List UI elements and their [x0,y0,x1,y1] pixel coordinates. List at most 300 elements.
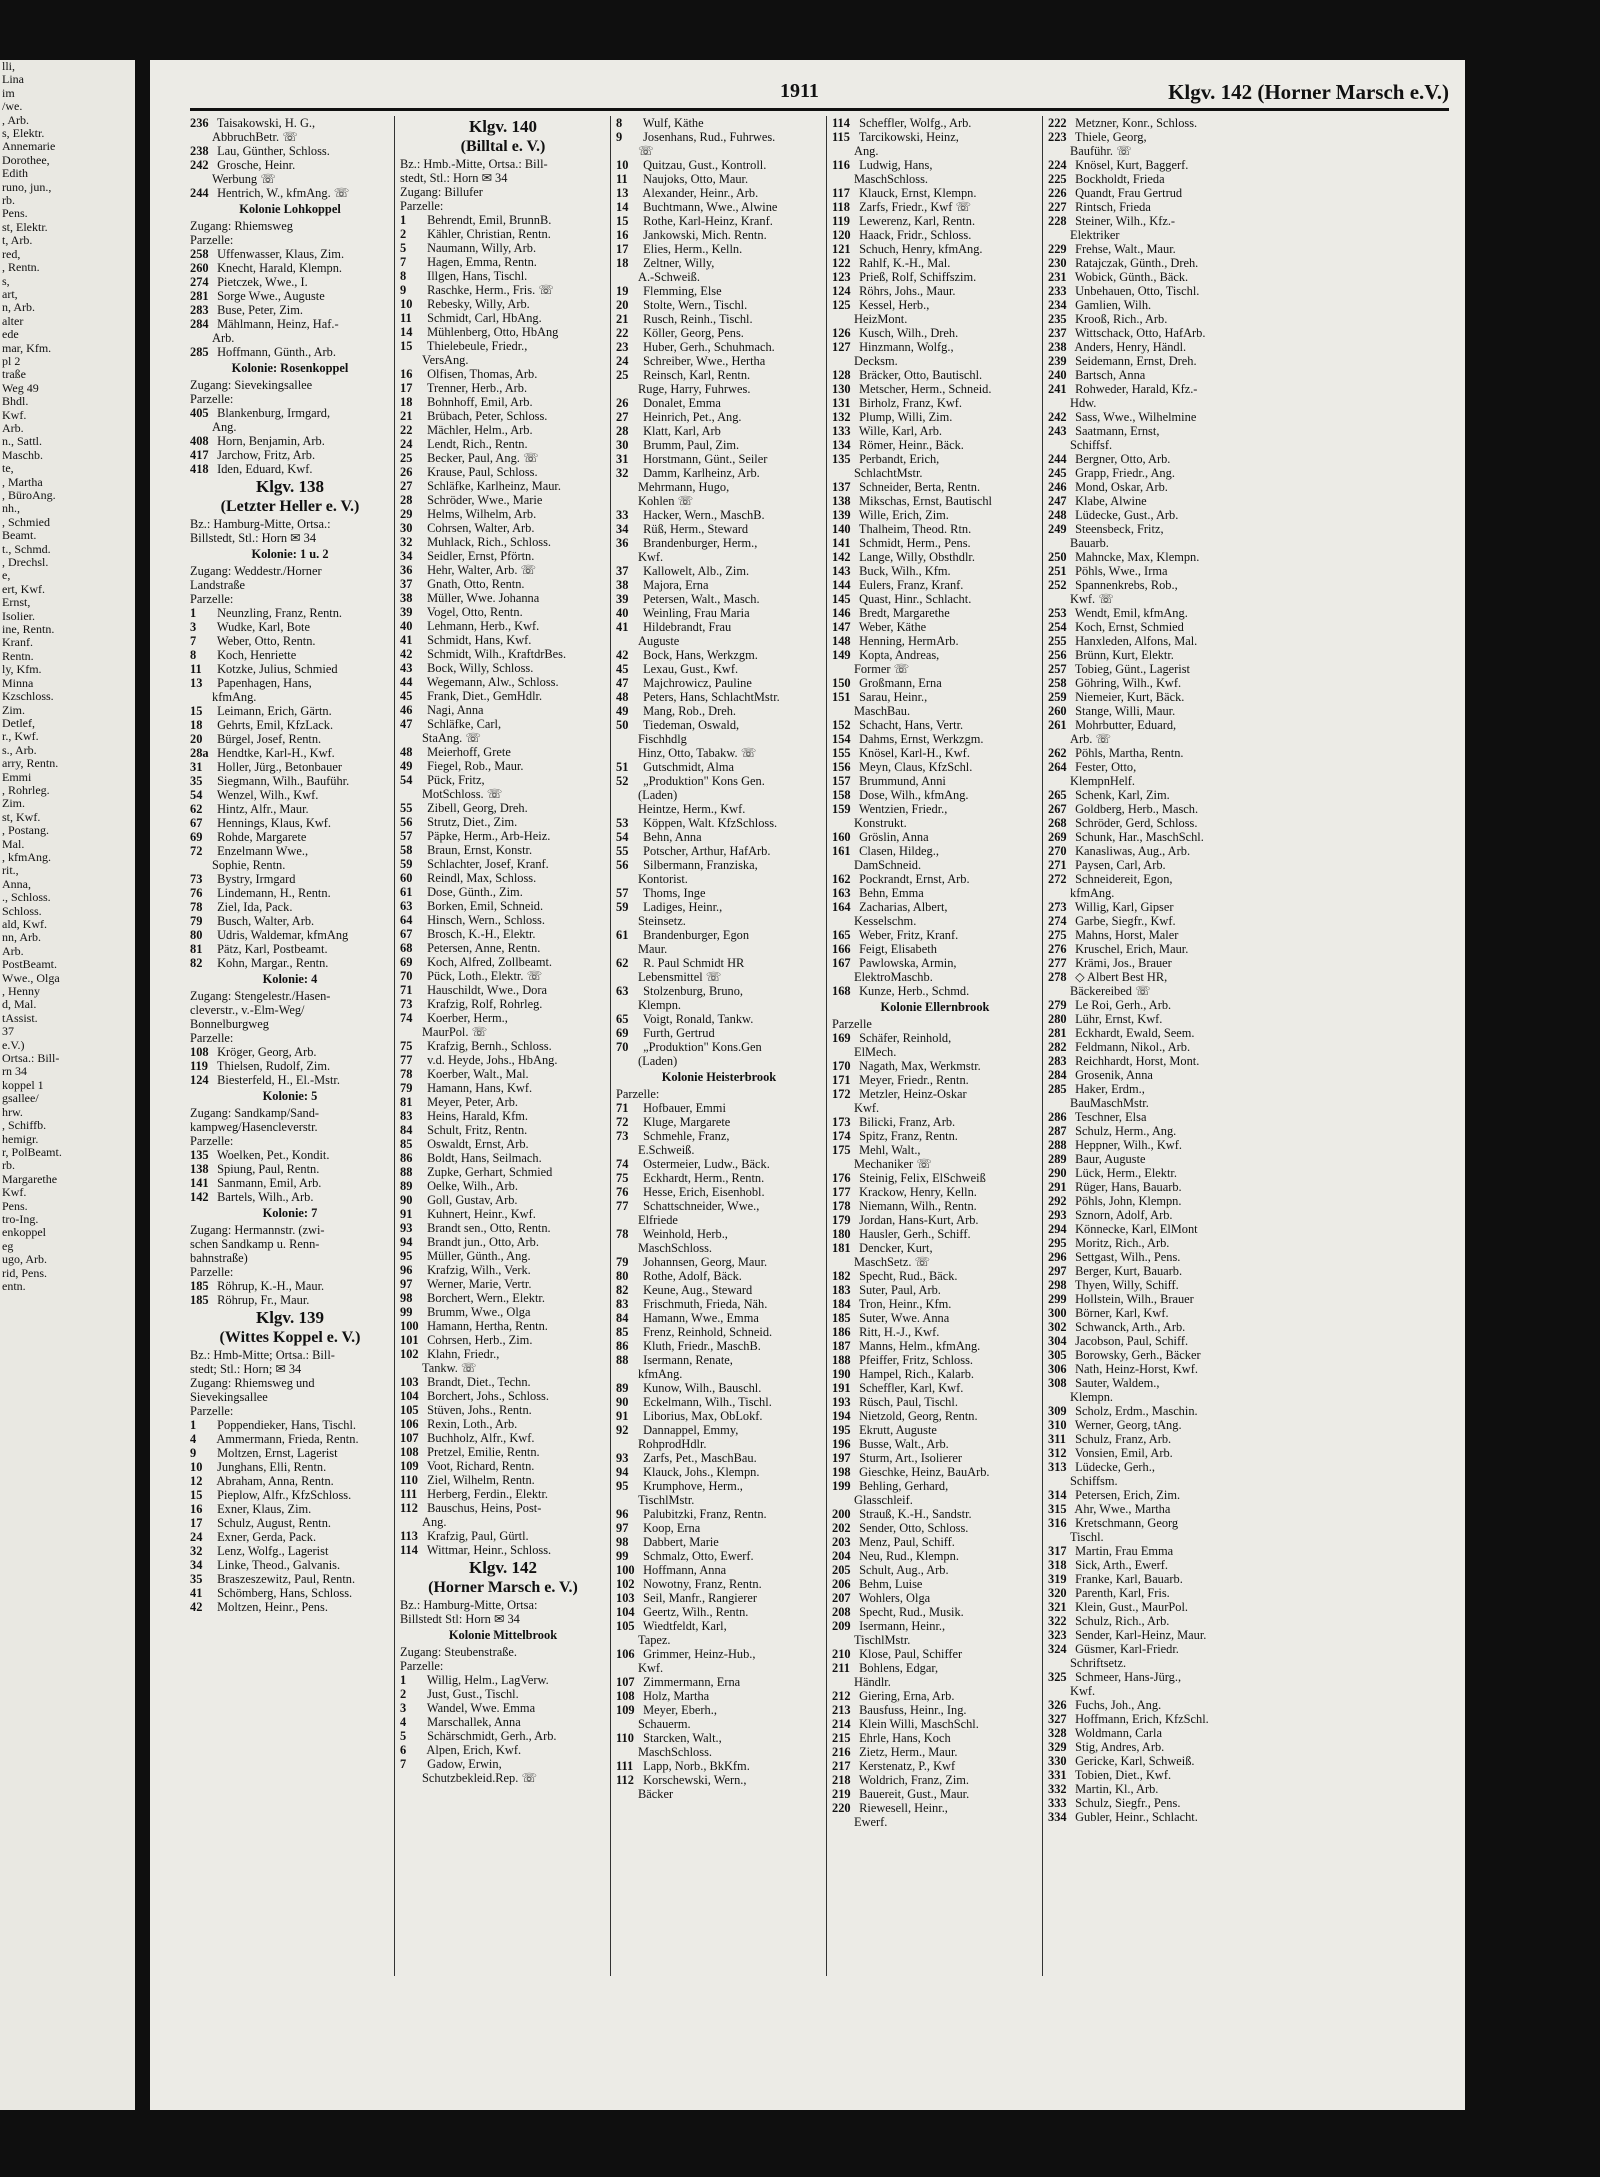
column-divider [1042,116,1043,1976]
prev-page-fragment: rb. [2,1158,15,1173]
parcel-entry [1048,508,1256,522]
parcel-number: 279 [1048,998,1067,1012]
tenant-text: Spiung, Paul, Rentn. [217,1162,320,1176]
tenant-text: Rexin, Loth., Arb. [427,1417,518,1431]
parcel-number: 304 [1048,1334,1067,1348]
parcel-entry [616,228,822,242]
parcel-number: 82 [190,956,203,970]
parcel-number: 116 [832,158,850,172]
parcel-number: 172 [832,1087,851,1101]
parcel-entry [832,1395,1038,1409]
tenant-text: Hamann, Hans, Kwf. [427,1081,533,1095]
parcel-number: 209 [832,1619,851,1633]
parcel-number: 193 [832,1395,851,1409]
parcel-number: 75 [400,1039,413,1053]
parcel-number: 111 [616,1759,634,1773]
parcel-number: 184 [832,1297,851,1311]
tenant-text: Schenk, Karl, Zim. [1075,788,1170,802]
parcel-number: 71 [400,983,413,997]
tenant-text: Brumm, Wwe., Olga [427,1305,531,1319]
parcel-entry [400,1235,606,1249]
tenant-text: Paysen, Carl, Arb. [1075,858,1166,872]
parcel-entry [832,116,1038,130]
parcel-entry [190,261,390,275]
tenant-text: Brandt, Diet., Techn. [427,1375,531,1389]
parcel-entry [832,830,1038,844]
tenant-text: Kusch, Wilh., Dreh. [859,326,959,340]
parcel-entry [832,1479,1038,1493]
parcel-number: 10 [190,1460,203,1474]
parcel-entry [616,1521,822,1535]
prev-page-fragment: Minna [2,675,34,690]
parcel-number: 238 [1048,340,1067,354]
parcel-entry [190,676,390,690]
entry-continuation: Mehrmann, Hugo, [638,480,730,494]
parcel-number: 15 [400,339,413,353]
entry-continuation: A.-Schweiß. [638,270,700,284]
parcel-entry [832,1647,1038,1661]
parcel-entry [616,130,822,144]
tenant-text: Kähler, Christian, Rentn. [427,227,551,241]
parcel-entry [190,718,390,732]
prev-page-fragment: , Henny [2,984,40,999]
parcel-entry [832,802,1038,816]
entry-continuation: Tapez. [638,1633,671,1647]
parcel-number: 237 [1048,326,1067,340]
tenant-text: Bauschus, Heins, Post- [427,1501,542,1515]
parcel-entry [832,270,1038,284]
tenant-text: Wille, Karl, Arb. [858,424,942,438]
parcel-number: 293 [1048,1208,1067,1222]
parcel-number: 222 [1048,116,1067,130]
parcel-number: 7 [400,1757,407,1771]
parcel-entry [616,1171,822,1185]
tenant-text: Grimmer, Heinz-Hub., [643,1647,756,1661]
prev-page-fragment: Rentn. [2,648,34,663]
parcel-entry [616,1731,822,1745]
parcel-entry [400,1067,606,1081]
parcel-number: 27 [400,479,413,493]
parcel-entry [832,1353,1038,1367]
parcel-entry [400,899,606,913]
parcel-number: 181 [832,1241,851,1255]
tenant-text: Oelke, Wilh., Arb. [427,1179,518,1193]
parcel-number: 154 [832,732,851,746]
parcel-number: 25 [400,451,413,465]
parcel-number: 203 [832,1535,851,1549]
tenant-text: Wobick, Günth., Bäck. [1074,270,1189,284]
info-line: cleverstr., v.-Elm-Weg/ [190,1003,305,1017]
parcel-number: 113 [400,1529,418,1543]
tenant-text: Frank, Diet., GemHdlr. [427,689,543,703]
parcel-entry [400,367,606,381]
tenant-text: Werner, Marie, Vertr. [426,1277,532,1291]
tenant-text: Spannenkrebs, Rob., [1075,578,1178,592]
tenant-text: Mächler, Helm., Arb. [427,423,533,437]
parcel-entry [616,1759,822,1773]
tenant-text: Rohde, Margarete [217,830,307,844]
parcel-entry [400,1263,606,1277]
parcel-entry [616,704,822,718]
parcel-entry [400,381,606,395]
tenant-text: Moltzen, Heinr., Pens. [217,1600,328,1614]
parcel-entry [1048,368,1256,382]
tenant-text: Wille, Erich, Zim. [858,508,949,522]
tenant-text: Pück, Loth., Elektr. ☏ [427,969,543,983]
tenant-text: Klatt, Karl, Arb [643,424,721,438]
tenant-text: Bohnhoff, Emil, Arb. [427,395,533,409]
parcel-number: 91 [400,1207,413,1221]
parcel-entry [832,522,1038,536]
tenant-text: Metzler, Heinz-Oskar [859,1087,967,1101]
tenant-text: Palubitzki, Franz, Rentn. [643,1507,767,1521]
column-2 [400,116,606,1976]
parcel-entry [190,1530,390,1544]
parcel-entry [190,247,390,261]
tenant-text: Woelken, Pet., Kondit. [216,1148,330,1162]
tenant-text: Teschner, Elsa [1074,1110,1147,1124]
parcel-number: 61 [616,928,629,942]
parcel-entry [832,1535,1038,1549]
tenant-text: Woldrich, Franz, Zim. [858,1773,970,1787]
tenant-text: Abraham, Anna, Rentn. [216,1474,334,1488]
parcel-number: 33 [616,508,629,522]
parcel-number: 78 [400,1067,413,1081]
tenant-text: Fester, Otto, [1075,760,1137,774]
parcel-number: 174 [832,1129,851,1143]
parcel-entry [832,746,1038,760]
parcel-number: 112 [400,1501,418,1515]
parcel-number: 151 [832,690,851,704]
tenant-text: Borchert, Johs., Schloss. [427,1389,549,1403]
tenant-text: Jarchow, Fritz, Arb. [217,448,316,462]
parcel-number: 259 [1048,690,1067,704]
parcel-number: 93 [400,1221,413,1235]
parcel-entry [1048,1292,1256,1306]
info-line: Billstedt, Stl.: Horn ✉ 34 [190,531,317,545]
parcel-number: 249 [1048,522,1067,536]
tenant-text: Meyer, Friedr., Rentn. [859,1073,969,1087]
prev-page-fragment: Emmi [2,769,32,784]
prev-page-fragment: Kwf. [2,1185,27,1200]
tenant-text: Rothe, Karl-Heinz, Kranf. [643,214,773,228]
parcel-number: 310 [1048,1418,1067,1432]
parcel-entry [190,434,390,448]
parcel-entry [400,927,606,941]
parcel-entry [1048,270,1256,284]
tenant-text: Brosch, K.-H., Elektr. [427,927,536,941]
parcel-entry [616,844,822,858]
tenant-text: Potscher, Arthur, HafArb. [643,844,771,858]
tenant-text: Junghans, Elli, Rentn. [217,1460,327,1474]
parcel-entry [1048,410,1256,424]
tenant-text: Hausler, Gerh., Schiff. [859,1227,971,1241]
parcel-number: 298 [1048,1278,1067,1292]
parcel-entry [400,997,606,1011]
parcel-entry [190,317,390,331]
parcel-number: 55 [616,844,629,858]
parcel-entry [1048,1068,1256,1082]
parcel-number: 295 [1048,1236,1067,1250]
prev-page-fragment: Beamt. [2,528,37,543]
parcel-number: 302 [1048,1320,1067,1334]
parcel-number: 93 [616,1451,629,1465]
parcel-entry [616,1269,822,1283]
parcel-number: 20 [616,298,629,312]
tenant-text: Mikschas, Ernst, Bautischl [859,494,992,508]
parcel-entry [1048,1138,1256,1152]
tenant-text: Brandt jun., Otto, Arb. [427,1235,539,1249]
tenant-text: Hagen, Emma, Rentn. [427,255,537,269]
tenant-text: Hauschildt, Wwe., Dora [427,983,547,997]
prev-page-fragment: nn, Arb. [2,930,41,945]
tenant-text: Cohrsen, Herb., Zim. [427,1333,533,1347]
parcel-number: 31 [190,760,203,774]
tenant-text: Koch, Henriette [217,648,297,662]
parcel-entry [1048,1124,1256,1138]
info-line: Zugang: Sievekingsallee [190,378,313,392]
parcel-number: 100 [616,1563,635,1577]
parcel-number: 185 [190,1293,209,1307]
tenant-text: Buse, Peter, Zim. [217,303,303,317]
parcel-number: 130 [832,382,851,396]
parcel-number: 119 [190,1059,208,1073]
tenant-text: Hentrich, W., kfmAng. ☏ [217,186,350,200]
tenant-text: Ehrle, Hans, Koch [859,1731,951,1745]
parcel-number: 145 [832,592,851,606]
parcel-entry [1048,522,1256,536]
prev-page-fragment: , Arb. [2,112,29,127]
parcel-number: 135 [190,1148,209,1162]
parcel-entry [832,1059,1038,1073]
parcel-number: 128 [832,368,851,382]
prev-page-fragment: n, Arb. [2,300,35,315]
parcel-entry [190,620,390,634]
parcel-number: 59 [616,900,629,914]
parcel-number: 64 [400,913,413,927]
tenant-text: Krackow, Henry, Kelln. [859,1185,977,1199]
info-line: Parzelle [832,1017,872,1031]
tenant-text: Henning, HermArb. [859,634,959,648]
tenant-text: Jacobson, Paul, Schiff. [1075,1334,1189,1348]
tenant-text: Wulf, Käthe [642,116,704,130]
parcel-number: 45 [400,689,413,703]
parcel-number: 1 [400,213,407,227]
section-heading: Kolonie: Rosenkoppel [231,361,349,375]
tenant-text: Franke, Karl, Bauarb. [1075,1572,1183,1586]
parcel-entry [832,1661,1038,1675]
prev-page-fragment: Arb. [2,943,24,958]
tenant-text: Jordan, Hans-Kurt, Arb. [859,1213,979,1227]
tenant-text: Uffenwasser, Klaus, Zim. [217,247,345,261]
tenant-text: Josenhans, Rud., Fuhrwes. [643,130,776,144]
parcel-number: 152 [832,718,851,732]
tenant-text: Hoffmann, Anna [643,1563,727,1577]
parcel-number: 49 [400,759,413,773]
parcel-entry [400,633,606,647]
tenant-text: Eckhardt, Ewald, Seem. [1075,1026,1195,1040]
parcel-entry [400,1123,606,1137]
parcel-number: 198 [832,1465,851,1479]
parcel-entry [1048,802,1256,816]
prev-page-fragment: Schloss. [2,903,42,918]
parcel-entry [400,1543,606,1557]
parcel-entry [400,1743,606,1757]
prev-page-fragment: Kranf. [2,635,33,650]
tenant-text: Bausfuss, Heinr., Ing. [859,1703,967,1717]
tenant-text: Heppner, Wilh., Kwf. [1075,1138,1182,1152]
tenant-text: Brandenburger, Egon [643,928,750,942]
parcel-entry [1048,998,1256,1012]
parcel-number: 58 [400,843,413,857]
parcel-entry [190,1293,390,1307]
parcel-number: 28a [190,746,209,760]
association-name: (Letzter Heller e. V.) [220,498,360,515]
parcel-entry [1048,1712,1256,1726]
tenant-text: Isermann, Renate, [643,1353,733,1367]
parcel-entry [1048,1628,1256,1642]
parcel-entry [616,886,822,900]
parcel-number: 288 [1048,1138,1067,1152]
tenant-text: Krafzig, Paul, Gürtl. [427,1529,529,1543]
parcel-number: 34 [190,1558,203,1572]
entry-continuation: Schutzbekleid.Rep. ☏ [422,1771,537,1785]
tenant-text: Schulz, August, Rentn. [217,1516,332,1530]
tenant-text: Stolzenburg, Bruno, [643,984,744,998]
entry-continuation: Ang. [854,144,879,158]
parcel-entry [1048,1236,1256,1250]
tenant-text: Schulz, Franz, Arb. [1075,1432,1172,1446]
entry-continuation: Bäcker [638,1787,674,1801]
parcel-number: 133 [832,424,851,438]
tenant-text: Lange, Willy, Obsthdlr. [859,550,975,564]
tenant-text: Geertz, Wilh., Rentn. [643,1605,749,1619]
tenant-text: Settgast, Wilh., Pens. [1075,1250,1181,1264]
parcel-number: 305 [1048,1348,1067,1362]
tenant-text: Gutschmidt, Alma [643,760,734,774]
parcel-entry [832,130,1038,144]
parcel-entry [832,592,1038,606]
parcel-number: 24 [616,354,629,368]
parcel-number: 255 [1048,634,1067,648]
tenant-text: Berger, Kurt, Bauarb. [1075,1264,1183,1278]
parcel-number: 240 [1048,368,1067,382]
parcel-entry [1048,1572,1256,1586]
parcel-number: 109 [616,1703,635,1717]
tenant-text: Röhrs, Johs., Maur. [859,284,956,298]
parcel-entry [616,1115,822,1129]
parcel-number: 107 [616,1675,635,1689]
tenant-text: Wittmar, Heinr., Schloss. [426,1543,552,1557]
parcel-number: 90 [400,1193,413,1207]
parcel-number: 167 [832,956,851,970]
parcel-number: 276 [1048,942,1067,956]
parcel-number: 137 [832,480,851,494]
tenant-text: Peters, Hans, SchlachtMstr. [643,690,780,704]
info-line: Billstedt Stl: Horn ✉ 34 [400,1612,520,1626]
tenant-text: Sauter, Waldem., [1075,1376,1160,1390]
parcel-entry [1048,634,1256,648]
parcel-entry [616,1227,822,1241]
parcel-entry [1048,382,1256,396]
tenant-text: Frenz, Reinhold, Schneid. [643,1325,773,1339]
parcel-entry [190,634,390,648]
section-heading: Kolonie: 4 [262,972,318,986]
parcel-entry [190,1148,390,1162]
tenant-text: Schattschneider, Wwe., [643,1199,760,1213]
parcel-number: 333 [1048,1796,1067,1810]
parcel-entry [400,1011,606,1025]
parcel-entry [616,1353,822,1367]
tenant-text: Sick, Arth., Ewerf. [1075,1558,1169,1572]
tenant-text: Braszeszewitz, Paul, Rentn. [217,1572,356,1586]
parcel-entry [1048,200,1256,214]
parcel-entry [190,1176,390,1190]
parcel-number: 7 [190,634,197,648]
tenant-text: Mahns, Horst, Maler [1075,928,1179,942]
entry-continuation: VersAng. [422,353,469,367]
tenant-text: Lüdecke, Gust., Arb. [1075,508,1179,522]
parcel-entry [400,829,606,843]
parcel-number: 326 [1048,1698,1067,1712]
parcel-entry [190,844,390,858]
parcel-number: 277 [1048,956,1067,970]
parcel-entry [400,815,606,829]
parcel-entry [1048,830,1256,844]
info-line: bahnstraße) [190,1251,248,1265]
prev-page-fragment: , Rohrleg. [2,782,50,797]
parcel-number: 56 [400,815,413,829]
parcel-entry [616,354,822,368]
tenant-text: Woldmann, Carla [1074,1726,1162,1740]
parcel-number: 52 [616,774,629,788]
parcel-number: 308 [1048,1376,1067,1390]
parcel-number: 2 [400,1687,407,1701]
info-line: Bz.: Hamburg-Mitte, Ortsa.: [190,517,331,531]
parcel-entry [832,1339,1038,1353]
tenant-text: Helms, Wilhelm, Arb. [427,507,537,521]
prev-page-fragment: t., Schmd. [2,541,51,556]
parcel-number: 186 [832,1325,851,1339]
parcel-number: 219 [832,1787,851,1801]
parcel-entry [400,1347,606,1361]
parcel-entry [832,1073,1038,1087]
info-line: Zugang: Rhiemsweg und [190,1376,315,1390]
parcel-entry [832,676,1038,690]
parcel-entry [1048,1600,1256,1614]
parcel-number: 26 [616,396,629,410]
parcel-entry [616,830,822,844]
parcel-entry [616,1675,822,1689]
tenant-text: Dose, Wilh., kfmAng. [859,788,969,802]
parcel-entry [1048,1432,1256,1446]
parcel-number: 100 [400,1319,419,1333]
parcel-entry [1048,816,1256,830]
parcel-number: 41 [190,1586,203,1600]
parcel-number: 43 [400,661,413,675]
parcel-entry [400,801,606,815]
tenant-text: Feigt, Elisabeth [859,942,937,956]
prev-page-fragment: rn 34 [2,1064,27,1079]
parcel-number: 162 [832,872,851,886]
parcel-number: 72 [616,1115,629,1129]
parcel-number: 57 [616,886,629,900]
parcel-entry [832,1325,1038,1339]
parcel-number: 111 [400,1487,418,1501]
parcel-number: 108 [616,1689,635,1703]
tenant-text: Petersen, Erich, Zim. [1075,1488,1181,1502]
parcel-number: 138 [190,1162,209,1176]
